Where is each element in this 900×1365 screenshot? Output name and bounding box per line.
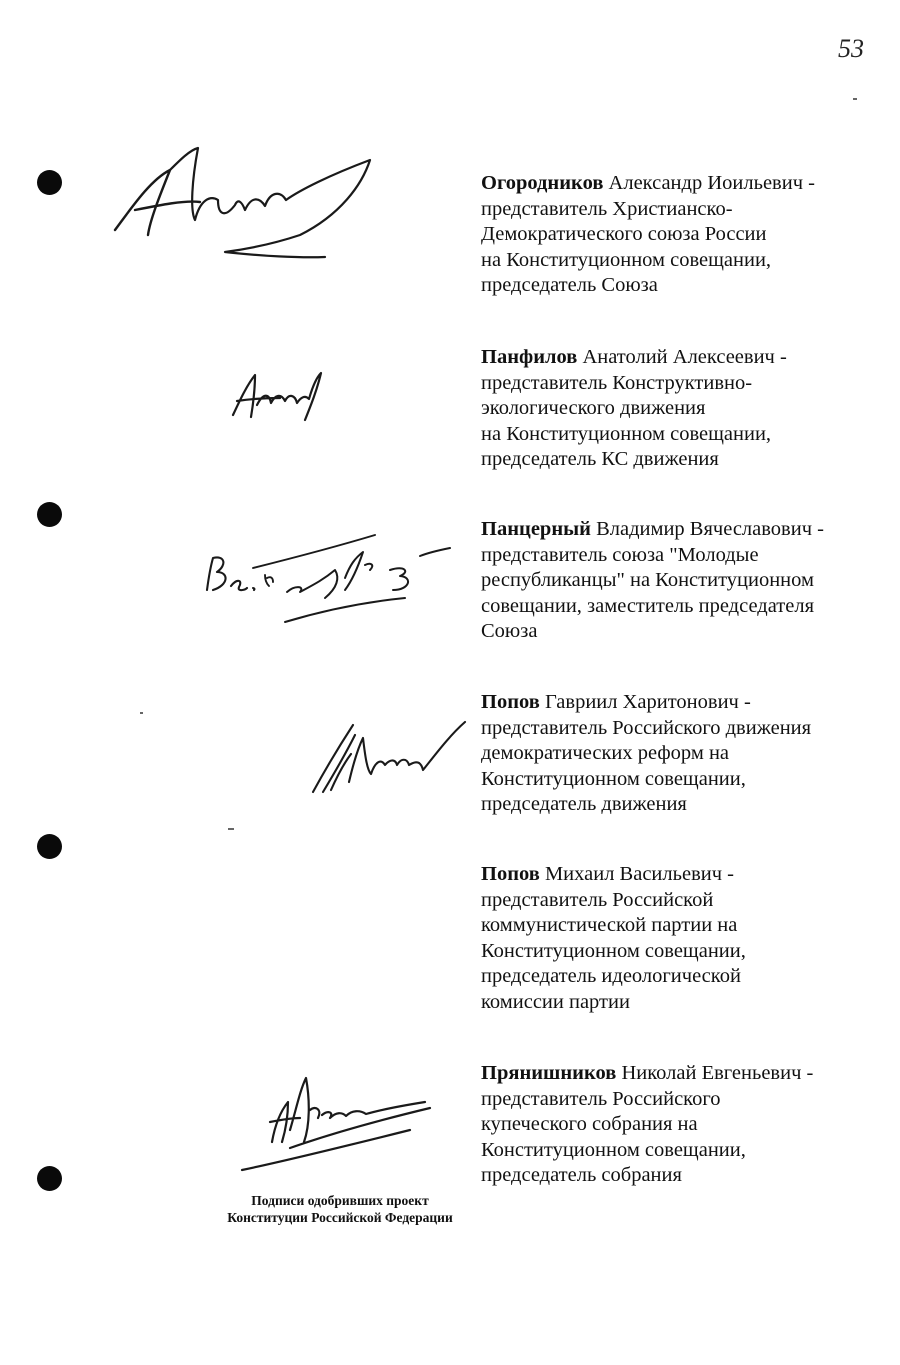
binder-hole-4 [37, 1166, 62, 1191]
scan-speck [228, 828, 234, 830]
page-number: 53 [838, 34, 864, 63]
signatory-role-line: Союза [481, 620, 538, 642]
signatory-name-line [481, 690, 861, 716]
signatory-role-line: председатель КС движения [481, 448, 719, 470]
signatory-role-line: экологического движения [481, 397, 706, 419]
signatory-surname: Огородников [481, 172, 604, 194]
signatory-name-line [481, 171, 861, 197]
signatory-role-line: комиссии партии [481, 990, 630, 1013]
signatory-name-line [481, 517, 861, 543]
signatory-role-line: представитель союза "Молодые [481, 543, 759, 566]
signatory-entry-3 [481, 517, 861, 645]
signatory-role-line: представитель Российского движения [481, 716, 812, 739]
signatory-role-line: представитель Конструктивно- [481, 371, 753, 394]
signatory-name-line [481, 862, 861, 888]
scan-speck [140, 712, 143, 714]
signatory-entry-1 [481, 171, 861, 299]
signature-panfilov [225, 365, 335, 430]
signatory-surname: Попов [481, 863, 540, 885]
signatory-role-line: председатель движения [481, 793, 687, 815]
signature-popov-g [305, 710, 470, 800]
signatory-role-line: представитель Христианско- [481, 197, 733, 220]
binder-hole-3 [37, 834, 62, 859]
binder-hole-2 [37, 502, 62, 527]
signatory-role-line: Демократического союза России [481, 223, 767, 245]
signatory-role-line: Конституционном совещании, [481, 939, 746, 962]
signatory-surname: Панцерный [481, 518, 591, 540]
scan-speck [853, 98, 857, 100]
caption-line-1: Подписи одобривших проект [251, 1193, 429, 1208]
signatory-name-line [481, 1061, 861, 1087]
signatory-role-line: совещании, заместитель председателя [481, 594, 814, 617]
signatory-role-line: купеческого собрания на [481, 1113, 698, 1135]
signatory-given-names: Михаил Васильевич - [544, 863, 734, 885]
signatory-role-line: на Конституционном совещании, [481, 422, 772, 445]
signatory-role-line: Конституционном совещании, [481, 767, 746, 790]
signatory-name-line [481, 345, 861, 371]
signatory-surname: Панфилов [481, 346, 578, 368]
signatures-caption [190, 1192, 490, 1226]
signatory-role-line: демократических реформ на [481, 742, 730, 764]
signatory-entry-5 [481, 862, 861, 1015]
signatory-entry-6 [481, 1061, 861, 1189]
signatory-given-names: Александр Иоильевич - [608, 172, 815, 194]
signatory-role-line: председатель идеологической [481, 965, 741, 987]
signatory-surname: Попов [481, 691, 540, 713]
signatory-surname: Прянишников [481, 1062, 617, 1084]
signatory-role-line: республиканцы" на Конституционном [481, 569, 814, 591]
signatory-given-names: Гавриил Харитонович - [544, 691, 751, 713]
signatory-given-names: Владимир Вячеславович - [596, 518, 824, 540]
signatory-role-line: председатель Союза [481, 274, 658, 296]
signatory-role-line: Конституционном совещании, [481, 1138, 746, 1161]
signature-pryanishnikov [230, 1070, 440, 1180]
signatory-given-names: Анатолий Алексеевич - [582, 346, 787, 368]
signatory-entry-4 [481, 690, 861, 818]
signature-ogorodnikov [100, 140, 400, 270]
signatory-role-line: председатель собрания [481, 1164, 682, 1186]
signatory-role-line: на Конституционном совещании, [481, 248, 772, 271]
signature-pantserny [195, 520, 455, 630]
binder-hole-1 [37, 170, 62, 195]
signatory-given-names: Николай Евгеньевич - [621, 1062, 814, 1084]
signatory-entry-2 [481, 345, 861, 473]
caption-line-2: Конституции Российской Федерации [227, 1210, 453, 1225]
signatory-role-line: представитель Российской [481, 888, 714, 911]
signatory-role-line: представитель Российского [481, 1087, 721, 1110]
signatory-role-line: коммунистической партии на [481, 914, 738, 936]
